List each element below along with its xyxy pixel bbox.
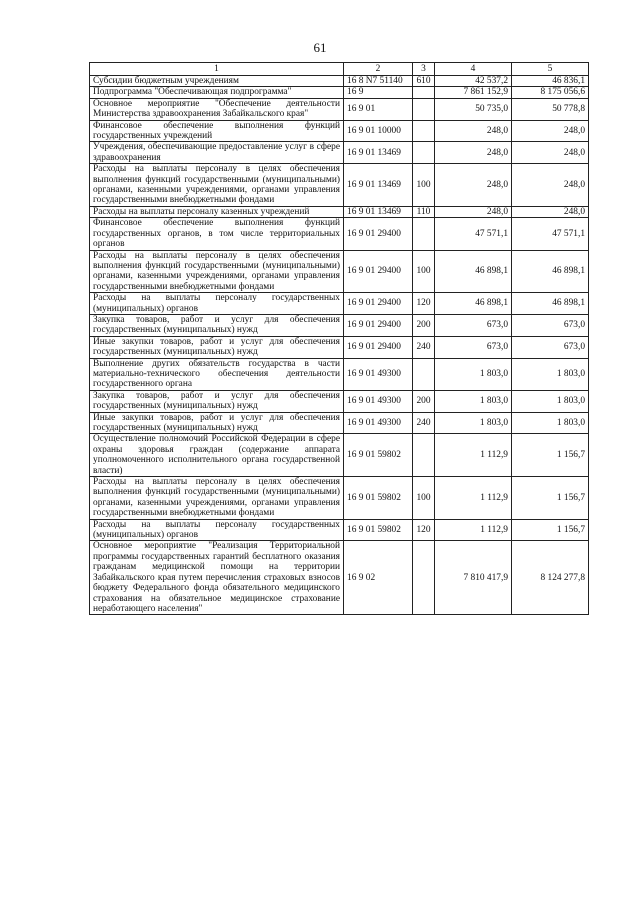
amount-year-2-cell: 8 124 277,8 <box>512 541 589 615</box>
amount-year-2-cell: 673,0 <box>512 314 589 336</box>
amount-year-2-cell: 248,0 <box>512 206 589 217</box>
header-row <box>90 63 589 76</box>
expense-type-cell <box>413 87 435 98</box>
target-code-cell: 16 9 01 13469 <box>344 142 413 164</box>
amount-year-1-cell: 47 571,1 <box>435 218 512 250</box>
table-row <box>90 314 589 336</box>
table-row <box>90 293 589 315</box>
amount-year-1-cell: 673,0 <box>435 314 512 336</box>
amount-year-1-cell: 248,0 <box>435 164 512 207</box>
amount-year-1-cell: 1 803,0 <box>435 358 512 390</box>
amount-year-2-cell: 1 803,0 <box>512 412 589 434</box>
target-code-cell: 16 9 01 13469 <box>344 164 413 207</box>
amount-year-2-cell: 46 898,1 <box>512 293 589 315</box>
expense-type-cell: 200 <box>413 390 435 412</box>
amount-year-1-cell: 1 112,9 <box>435 434 512 477</box>
target-code-cell: 16 9 01 29400 <box>344 314 413 336</box>
target-code-cell: 16 9 01 <box>344 98 413 120</box>
expense-type-cell <box>413 142 435 164</box>
table-body <box>90 76 589 615</box>
item-name-cell: Подпрограмма "Обеспечивающая подпрограмма" <box>90 87 344 98</box>
item-name-cell: Расходы на выплаты персоналу в целях обеспечения выполнения функций государственными (муниципальными) органами, казенными учреждениями, органами управления государственными внебюджетными фондами <box>90 477 344 520</box>
target-code-cell: 16 8 N7 51140 <box>344 76 413 87</box>
expense-type-cell: 240 <box>413 336 435 358</box>
amount-year-2-cell: 1 156,7 <box>512 519 589 541</box>
target-code-cell: 16 9 01 49300 <box>344 390 413 412</box>
table-row <box>90 120 589 142</box>
target-code-cell: 16 9 01 29400 <box>344 218 413 250</box>
item-name-cell: Расходы на выплаты персоналу в целях обеспечения выполнения функций государственными (муниципальными) органами, казенными учреждениями, органами управления государственными внебюджетными фондами <box>90 164 344 207</box>
amount-year-2-cell: 46 836,1 <box>512 76 589 87</box>
table-row <box>90 541 589 615</box>
target-code-cell: 16 9 01 29400 <box>344 336 413 358</box>
expense-type-cell <box>413 218 435 250</box>
table-row <box>90 336 589 358</box>
header-col-3: 3 <box>413 63 435 76</box>
item-name-cell: Иные закупки товаров, работ и услуг для обеспечения государственных (муниципальных) нужд <box>90 336 344 358</box>
expense-type-cell: 100 <box>413 250 435 293</box>
amount-year-1-cell: 50 735,0 <box>435 98 512 120</box>
target-code-cell: 16 9 01 49300 <box>344 358 413 390</box>
amount-year-1-cell: 42 537,2 <box>435 76 512 87</box>
table-row <box>90 477 589 520</box>
expense-type-cell <box>413 98 435 120</box>
item-name-cell: Расходы на выплаты персоналу государственных (муниципальных) органов <box>90 293 344 315</box>
amount-year-2-cell: 248,0 <box>512 164 589 207</box>
header-col-1: 1 <box>90 63 344 76</box>
amount-year-1-cell: 1 112,9 <box>435 519 512 541</box>
amount-year-1-cell: 673,0 <box>435 336 512 358</box>
amount-year-1-cell: 7 861 152,9 <box>435 87 512 98</box>
amount-year-1-cell: 1 803,0 <box>435 412 512 434</box>
amount-year-2-cell: 46 898,1 <box>512 250 589 293</box>
item-name-cell: Учреждения, обеспечивающие предоставление услуг в сфере здравоохранения <box>90 142 344 164</box>
table-row <box>90 434 589 477</box>
item-name-cell: Финансовое обеспечение выполнения функций государственных учреждений <box>90 120 344 142</box>
amount-year-2-cell: 248,0 <box>512 120 589 142</box>
amount-year-2-cell: 673,0 <box>512 336 589 358</box>
target-code-cell: 16 9 01 59802 <box>344 519 413 541</box>
amount-year-2-cell: 1 156,7 <box>512 434 589 477</box>
item-name-cell: Закупка товаров, работ и услуг для обеспечения государственных (муниципальных) нужд <box>90 390 344 412</box>
item-name-cell: Основное мероприятие "Реализация Территориальной программы государственных гарантий бесплатного оказания гражданам медицинской помощи на территории Забайкальского края путем перечисления страховых взносов бюджету Федерального фонда обязательного медицинского страхования на обязательное медицинское страхование неработающего населения" <box>90 541 344 615</box>
target-code-cell: 16 9 01 13469 <box>344 206 413 217</box>
target-code-cell: 16 9 01 10000 <box>344 120 413 142</box>
target-code-cell: 16 9 01 29400 <box>344 293 413 315</box>
expense-type-cell: 120 <box>413 293 435 315</box>
table-row <box>90 358 589 390</box>
table-row <box>90 142 589 164</box>
header-col-5: 5 <box>512 63 589 76</box>
item-name-cell: Иные закупки товаров, работ и услуг для обеспечения государственных (муниципальных) нужд <box>90 412 344 434</box>
expense-type-cell: 110 <box>413 206 435 217</box>
amount-year-2-cell: 248,0 <box>512 142 589 164</box>
amount-year-1-cell: 248,0 <box>435 142 512 164</box>
table-row <box>90 164 589 207</box>
item-name-cell: Основное мероприятие "Обеспечение деятельности Министерства здравоохранения Забайкальского края" <box>90 98 344 120</box>
target-code-cell: 16 9 01 59802 <box>344 434 413 477</box>
table-row <box>90 76 589 87</box>
expense-type-cell: 610 <box>413 76 435 87</box>
item-name-cell: Субсидии бюджетным учреждениям <box>90 76 344 87</box>
amount-year-1-cell: 46 898,1 <box>435 250 512 293</box>
table-row <box>90 218 589 250</box>
table-row <box>90 519 589 541</box>
amount-year-2-cell: 1 156,7 <box>512 477 589 520</box>
budget-table <box>89 62 589 615</box>
expense-type-cell: 200 <box>413 314 435 336</box>
expense-type-cell: 100 <box>413 164 435 207</box>
expense-type-cell <box>413 358 435 390</box>
amount-year-1-cell: 248,0 <box>435 206 512 217</box>
amount-year-1-cell: 1 112,9 <box>435 477 512 520</box>
expense-type-cell <box>413 434 435 477</box>
header-col-4: 4 <box>435 63 512 76</box>
expense-type-cell: 120 <box>413 519 435 541</box>
table-row <box>90 98 589 120</box>
table-row <box>90 390 589 412</box>
target-code-cell: 16 9 01 49300 <box>344 412 413 434</box>
item-name-cell: Финансовое обеспечение выполнения функций государственных органов, в том числе территориальных органов <box>90 218 344 250</box>
amount-year-1-cell: 46 898,1 <box>435 293 512 315</box>
amount-year-2-cell: 50 778,8 <box>512 98 589 120</box>
amount-year-2-cell: 47 571,1 <box>512 218 589 250</box>
item-name-cell: Выполнение других обязательств государства в части материально-технического обеспечения деятельности государственного органа <box>90 358 344 390</box>
amount-year-1-cell: 7 810 417,9 <box>435 541 512 615</box>
table-row <box>90 250 589 293</box>
table-row <box>90 87 589 98</box>
item-name-cell: Расходы на выплаты персоналу казенных учреждений <box>90 206 344 217</box>
target-code-cell: 16 9 02 <box>344 541 413 615</box>
expense-type-cell: 100 <box>413 477 435 520</box>
page-number: 61 <box>313 40 327 55</box>
item-name-cell: Расходы на выплаты персоналу в целях обеспечения выполнения функций государственными (муниципальными) органами, казенными учреждениями, органами управления государственными внебюджетными фондами <box>90 250 344 293</box>
expense-type-cell: 240 <box>413 412 435 434</box>
target-code-cell: 16 9 <box>344 87 413 98</box>
amount-year-1-cell: 1 803,0 <box>435 390 512 412</box>
amount-year-1-cell: 248,0 <box>435 120 512 142</box>
target-code-cell: 16 9 01 29400 <box>344 250 413 293</box>
amount-year-2-cell: 1 803,0 <box>512 390 589 412</box>
header-col-2: 2 <box>344 63 413 76</box>
expense-type-cell <box>413 120 435 142</box>
table-row <box>90 412 589 434</box>
expense-type-cell <box>413 541 435 615</box>
item-name-cell: Закупка товаров, работ и услуг для обеспечения государственных (муниципальных) нужд <box>90 314 344 336</box>
amount-year-2-cell: 1 803,0 <box>512 358 589 390</box>
target-code-cell: 16 9 01 59802 <box>344 477 413 520</box>
amount-year-2-cell: 8 175 056,6 <box>512 87 589 98</box>
table-row <box>90 206 589 217</box>
item-name-cell: Осуществление полномочий Российской Федерации в сфере охраны здоровья граждан (содержание аппарата уполномоченного исполнительного органа государственной власти) <box>90 434 344 477</box>
item-name-cell: Расходы на выплаты персоналу государственных (муниципальных) органов <box>90 519 344 541</box>
